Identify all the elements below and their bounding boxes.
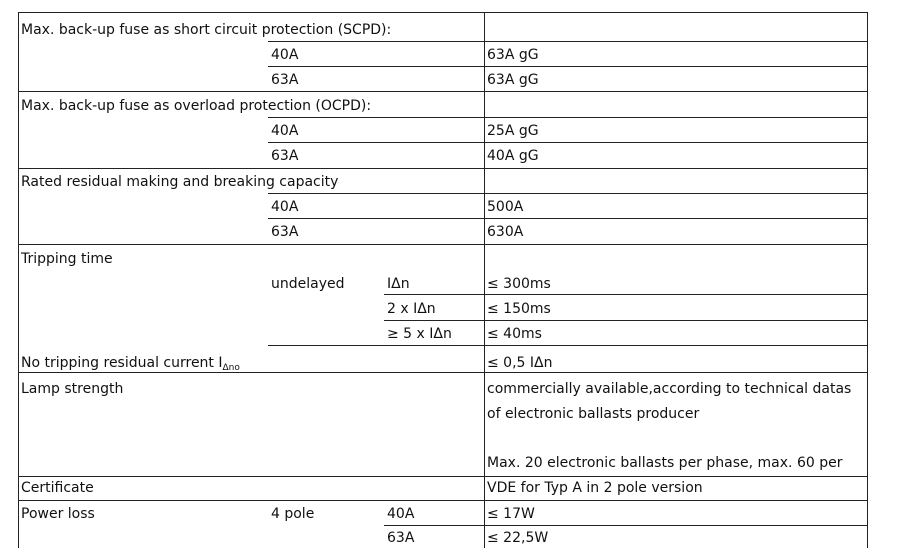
table-left-border bbox=[18, 12, 19, 548]
row-rule bbox=[268, 41, 868, 42]
row-rule bbox=[268, 117, 868, 118]
power-loss-poles: 4 pole bbox=[271, 506, 315, 522]
section-rule bbox=[18, 244, 868, 245]
ocpd-value-40: 25A gG bbox=[487, 123, 539, 139]
tripping-label: Tripping time bbox=[21, 251, 113, 267]
ocpd-value-63: 40A gG bbox=[487, 148, 539, 164]
tripping-multiple-3: ≥ 5 x IΔn bbox=[387, 326, 452, 342]
section-rule bbox=[18, 476, 868, 477]
no-tripping-label-text: No tripping residual current I bbox=[21, 355, 223, 371]
scpd-value-63: 63A gG bbox=[487, 72, 539, 88]
scpd-rating-63: 63A bbox=[271, 72, 299, 88]
row-rule bbox=[268, 218, 868, 219]
row-rule bbox=[268, 142, 868, 143]
power-loss-rating-63: 63A bbox=[387, 530, 415, 546]
tripping-value-1: ≤ 300ms bbox=[487, 276, 551, 292]
section-rule bbox=[18, 91, 868, 92]
table-top-border bbox=[18, 12, 868, 13]
row-rule bbox=[268, 193, 868, 194]
section-rule bbox=[18, 500, 868, 501]
tripping-mode: undelayed bbox=[271, 276, 345, 292]
tripping-value-3: ≤ 40ms bbox=[487, 326, 542, 342]
section-rule bbox=[18, 168, 868, 169]
row-rule bbox=[384, 525, 868, 526]
ocpd-rating-63: 63A bbox=[271, 148, 299, 164]
lamp-line-3: Max. 20 electronic ballasts per phase, max. 60 per bbox=[487, 455, 843, 471]
scpd-value-40: 63A gG bbox=[487, 47, 539, 63]
capacity-rating-63: 63A bbox=[271, 224, 299, 240]
certificate-label: Certificate bbox=[21, 480, 94, 496]
capacity-value-40: 500A bbox=[487, 199, 524, 215]
row-rule bbox=[384, 294, 868, 295]
tripping-value-2: ≤ 150ms bbox=[487, 301, 551, 317]
no-tripping-subscript: Δno bbox=[222, 363, 240, 373]
row-rule bbox=[268, 345, 868, 346]
tripping-multiple-2: 2 x IΔn bbox=[387, 301, 436, 317]
scpd-rating-40: 40A bbox=[271, 47, 299, 63]
power-loss-value-40: ≤ 17W bbox=[487, 506, 535, 522]
lamp-line-1: commercially available,according to technical datas bbox=[487, 381, 852, 397]
capacity-rating-40: 40A bbox=[271, 199, 299, 215]
certificate-value: VDE for Typ A in 2 pole version bbox=[487, 480, 703, 496]
scpd-label: Max. back-up fuse as short circuit protection (SCPD): bbox=[21, 22, 392, 38]
no-tripping-value: ≤ 0,5 IΔn bbox=[487, 355, 553, 371]
capacity-value-63: 630A bbox=[487, 224, 524, 240]
power-loss-label: Power loss bbox=[21, 506, 95, 522]
no-tripping-label bbox=[21, 355, 240, 377]
table-right-border bbox=[867, 12, 868, 548]
ocpd-rating-40: 40A bbox=[271, 123, 299, 139]
row-rule bbox=[268, 66, 868, 67]
power-loss-value-63: ≤ 22,5W bbox=[487, 530, 549, 546]
lamp-label: Lamp strength bbox=[21, 381, 124, 397]
lamp-line-2: of electronic ballasts producer bbox=[487, 406, 700, 422]
capacity-label: Rated residual making and breaking capacity bbox=[21, 174, 339, 190]
power-loss-rating-40: 40A bbox=[387, 506, 415, 522]
value-column-divider bbox=[484, 12, 485, 548]
row-rule bbox=[384, 320, 868, 321]
tripping-multiple-1: IΔn bbox=[387, 276, 410, 292]
ocpd-label: Max. back-up fuse as overload protection (OCPD): bbox=[21, 98, 372, 114]
